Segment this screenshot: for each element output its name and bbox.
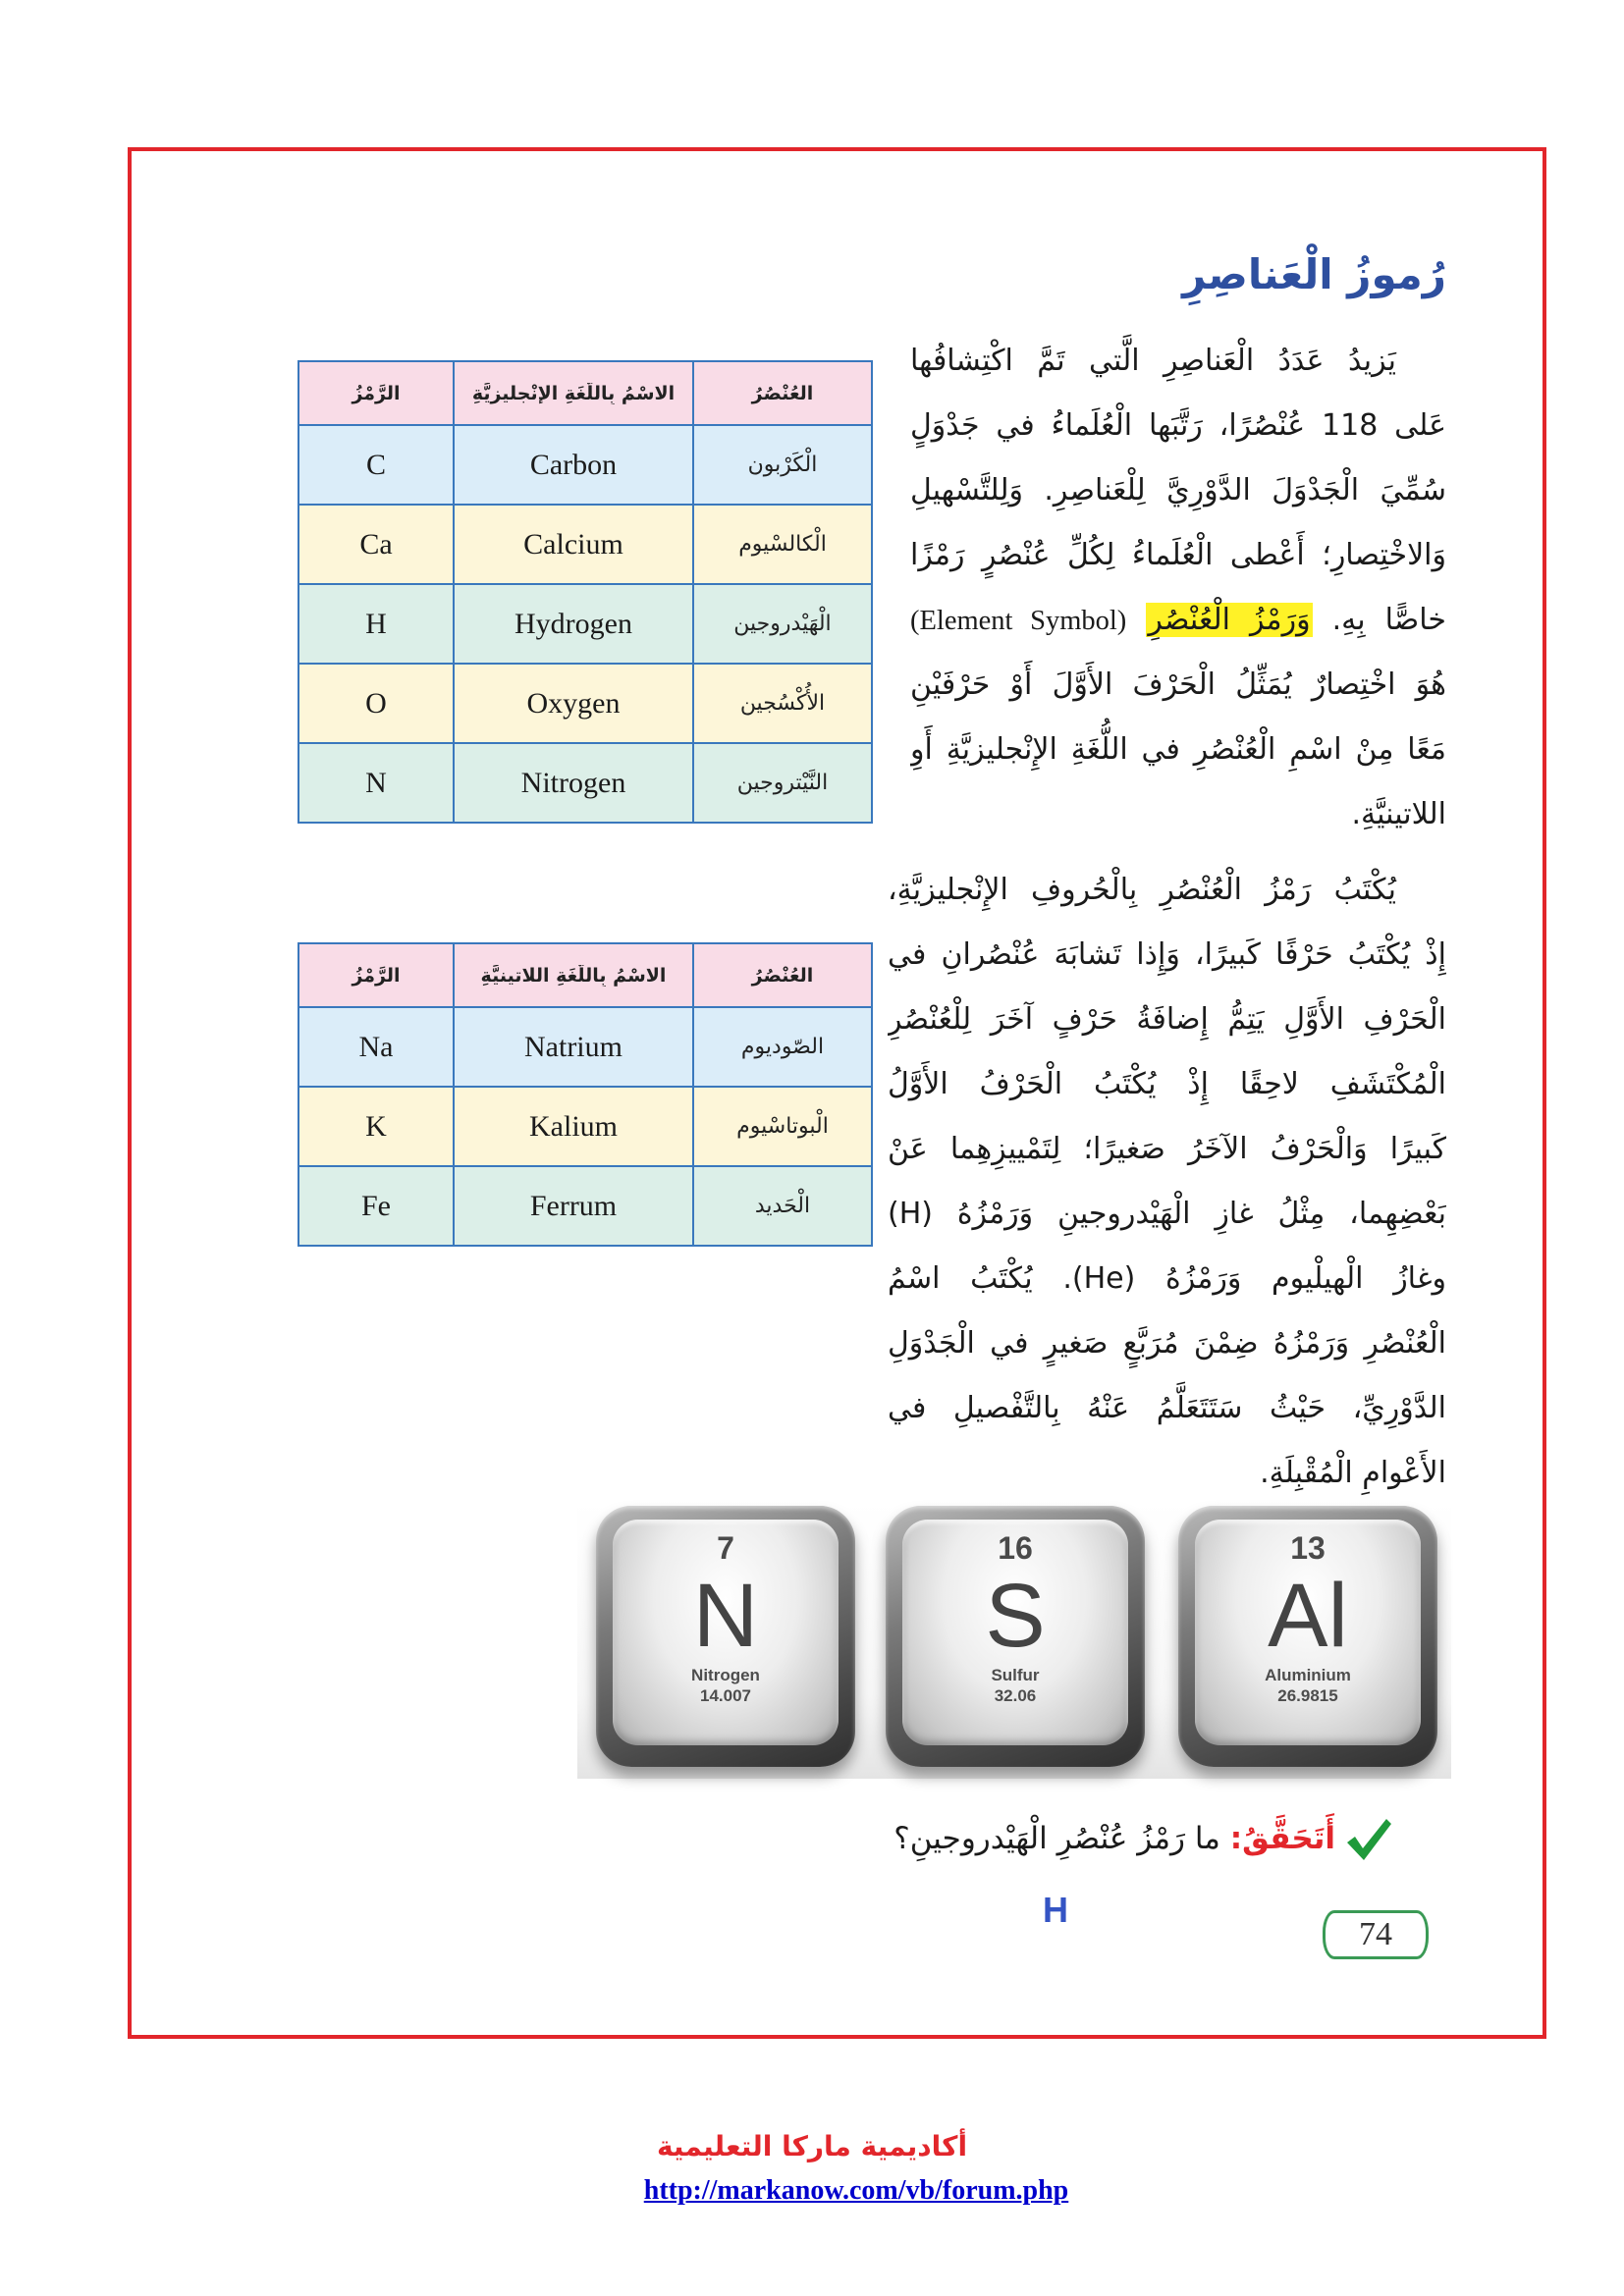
cell-name: Natrium [454, 1007, 693, 1087]
cell-name: Hydrogen [454, 584, 693, 664]
cell-symbol: Na [298, 1007, 454, 1087]
table-row [298, 1007, 872, 1087]
cell-element: الْكَرْبون [693, 425, 872, 505]
text-line: مَعًا مِنْ اسْمِ الْعُنْصُرِ في اللُّغَةِ الإِنْجليزيَّةِ أَوِ [910, 732, 1446, 767]
header-label: الرَّمْزُ [352, 382, 401, 404]
text-line: عَلى 118 عُنْصُرًا، رَتَّبَها الْعُلَماءُ في جَدْوَلٍ [910, 408, 1446, 443]
check-label: أَتَحَقَّقُ: [1229, 1821, 1335, 1856]
text-line: الْحَرْفِ الأَوَّلِ يَتِمُّ إِضافَةُ حَرْفٍ آخَرَ لِلْعُنْصُرِ [888, 1002, 1446, 1037]
cell-symbol: C [298, 425, 454, 505]
check-mark-icon [1343, 1815, 1394, 1866]
tile-face [902, 1520, 1128, 1745]
cell-name: Nitrogen [454, 743, 693, 823]
element-symbol: S [985, 1566, 1046, 1666]
element-tile-aluminium [1178, 1506, 1437, 1767]
header-element [693, 361, 872, 425]
paragraph-element-count [910, 329, 1446, 847]
tile-face [613, 1520, 839, 1745]
table-row [298, 584, 872, 664]
cell-symbol: Ca [298, 505, 454, 584]
table-row [298, 664, 872, 743]
text-line: الأَعْوامِ الْمُقْبِلَةِ. [1260, 1456, 1446, 1490]
cell-symbol: Fe [298, 1166, 454, 1246]
cell-name: Kalium [454, 1087, 693, 1166]
header-label: الاسْمُ بِاللُّغَةِ اللاتينيَّةِ [480, 964, 667, 987]
header-symbol [298, 943, 454, 1007]
table-header-row [298, 943, 872, 1007]
cell-element: الْكالسْيوم [693, 505, 872, 584]
element-name: Nitrogen [691, 1666, 760, 1684]
header-label: العُنْصُرُ [751, 382, 814, 404]
text-line: يُكْتَبُ رَمْزُ الْعُنْصُرِ بِالْحُروفِ الإِنْجليزيَّةِ، [888, 873, 1396, 907]
highlighted-term: وَرَمْزُ الْعُنْصُرِ [1148, 603, 1311, 637]
table-row [298, 425, 872, 505]
cell-symbol: O [298, 664, 454, 743]
atomic-mass: 14.007 [700, 1686, 751, 1705]
element-tile-sulfur [886, 1506, 1145, 1767]
header-latin-name [454, 943, 693, 1007]
text-line: هُوَ اخْتِصارٌ يُمَثِّلُ الْحَرْفَ الأَوَّلَ أَوْ حَرْفَيْنِ [910, 667, 1446, 702]
cell-symbol: H [298, 584, 454, 664]
cell-element: الصّوديوم [693, 1007, 872, 1087]
atomic-number: 7 [717, 1530, 734, 1566]
tile-face [1195, 1520, 1421, 1745]
header-element [693, 943, 872, 1007]
cell-symbol: N [298, 743, 454, 823]
cell-element: الْحَديد [693, 1166, 872, 1246]
header-label: الرَّمْزُ [352, 964, 401, 987]
text-line: يَزيدُ عَدَدُ الْعَناصِرِ الَّتي تَمَّ اكْتِشافُها [910, 344, 1396, 378]
element-name: Aluminium [1265, 1666, 1351, 1684]
text-line: وغازُ الْهيلْيوم وَرَمْزُهُ (He). يُكْتَبُ اسْمُ [888, 1261, 1446, 1296]
footer-academy-name: أكاديمية ماركا التعليمية [656, 2130, 968, 2163]
text-line: سُمِّيَ الْجَدْوَلَ الدَّوْرِيَّ لِلْعَناصِرِ. وَلِلتَّسْهيلِ [910, 473, 1446, 507]
paragraph-symbol-writing [888, 858, 1446, 1506]
text-line: اللاتينيَّةِ. [1351, 797, 1446, 831]
element-symbol: Al [1268, 1566, 1348, 1666]
cell-element: الْهَيْدروجين [693, 584, 872, 664]
latin-names-table [298, 942, 873, 1247]
atomic-number: 16 [998, 1530, 1033, 1566]
section-title: رُموزُ الْعَناصِرِ [1182, 250, 1446, 298]
element-tile-nitrogen [596, 1506, 855, 1767]
cell-name: Ferrum [454, 1166, 693, 1246]
text-segment: خاصًّا بِهِ. [1331, 603, 1446, 637]
header-symbol [298, 361, 454, 425]
cell-element: النَّيْتروجين [693, 743, 872, 823]
check-question-text: ما رَمْزُ عُنْصُرِ الْهَيْدروجينِ؟ [893, 1821, 1220, 1856]
english-names-table [298, 360, 873, 824]
header-label: العُنْصُرُ [751, 964, 814, 987]
english-term: (Element Symbol) [910, 606, 1127, 636]
text-line: إِذْ يُكْتَبُ حَرْفًا كَبيرًا، وَإِذا تَشابَهَ عُنْصُرانِ في [888, 937, 1446, 972]
cell-element: الأُكْسُجين [693, 664, 872, 743]
table-header-row [298, 361, 872, 425]
cell-symbol: K [298, 1087, 454, 1166]
element-name: Sulfur [991, 1666, 1040, 1684]
atomic-number: 13 [1290, 1530, 1326, 1566]
text-line: الْعُنْصُرِ وَرَمْزُهُ ضِمْنَ مُرَبَّعٍ صَغيرٍ في الْجَدْوَلِ [888, 1326, 1446, 1361]
check-question [893, 1811, 1394, 1866]
atomic-mass: 26.9815 [1277, 1686, 1338, 1705]
element-symbol: N [692, 1566, 759, 1666]
cell-name: Calcium [454, 505, 693, 584]
table-row [298, 505, 872, 584]
text-line: بَعْضِهِما، مِثْلُ غازِ الْهَيْدروجينِ وَرَمْزُهُ (H) [888, 1197, 1446, 1231]
answer-text: H [1043, 1890, 1068, 1930]
table-row [298, 1166, 872, 1246]
text-line: وَالاخْتِصارِ؛ أَعْطى الْعُلَماءُ لِكُلِّ عُنْصُرٍ رَمْزًا [910, 538, 1446, 572]
text-line: الدَّوْرِيِّ، حَيْثُ سَتَتَعَلَّمُ عَنْهُ بِالتَّفْصيلِ في [888, 1391, 1446, 1425]
text-line: كَبيرًا وَالْحَرْفُ الآخَرُ صَغيرًا؛ لِتَمْييزِهِما عَنْ [888, 1132, 1446, 1166]
footer-link-container [0, 2175, 1624, 2207]
page-number: 74 [1323, 1910, 1429, 1959]
cell-element: الْبوتاسْيوم [693, 1087, 872, 1166]
footer-forum-link[interactable]: http://markanow.com/vb/forum.php [643, 2175, 1069, 2206]
header-english-name [454, 361, 693, 425]
table-row [298, 1087, 872, 1166]
cell-name: Carbon [454, 425, 693, 505]
header-label: الاسْمُ بِاللُّغَةِ الإِنْجليزيَّةِ [471, 382, 676, 404]
cell-name: Oxygen [454, 664, 693, 743]
atomic-mass: 32.06 [994, 1686, 1037, 1705]
text-line: الْمُكْتَشَفِ لاحِقًا إِذْ يُكْتَبُ الْحَرْفُ الأَوَّلُ [888, 1067, 1446, 1101]
table-row [298, 743, 872, 823]
text-line-definition [910, 588, 1446, 653]
